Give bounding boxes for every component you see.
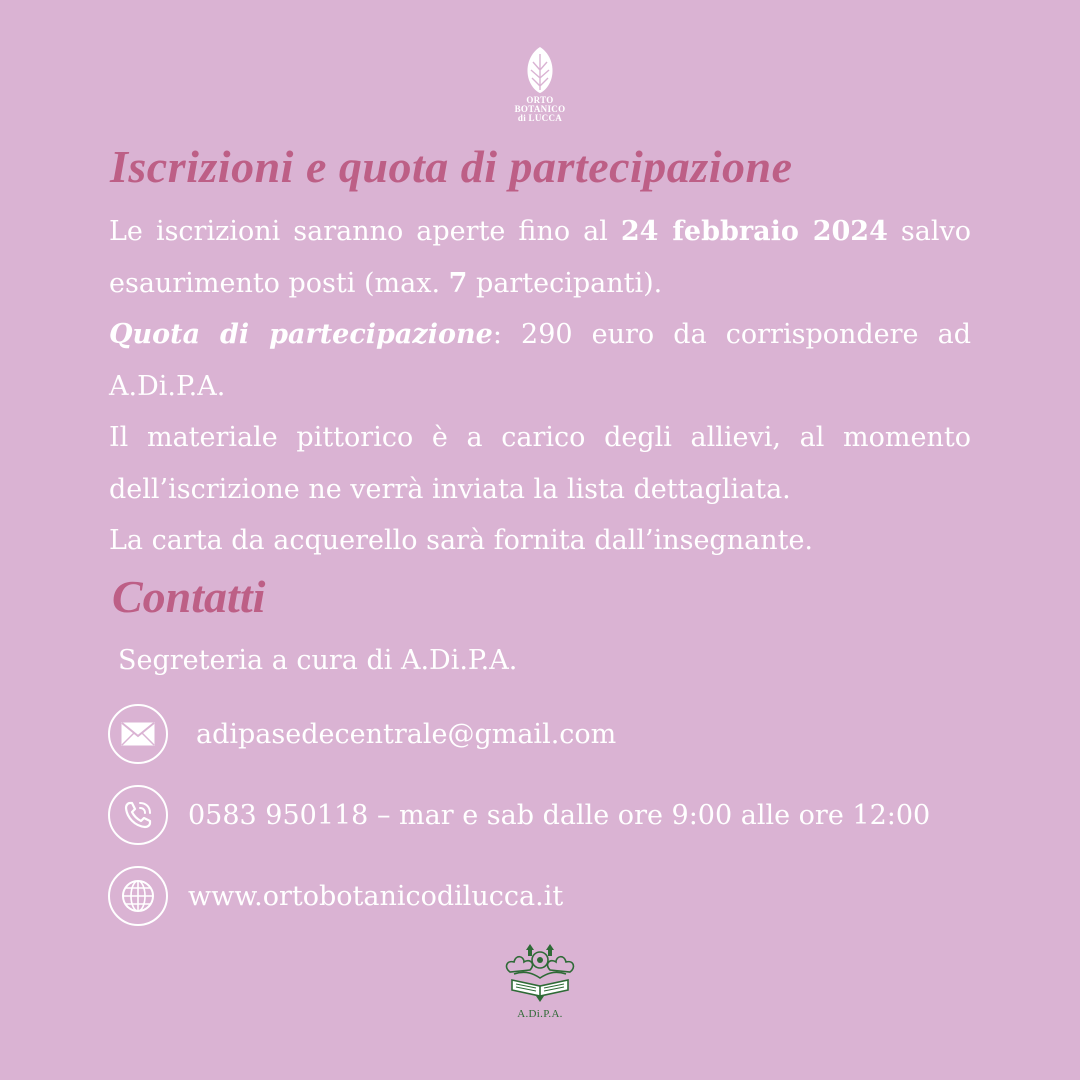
logo-line-2: BOTANICO	[514, 104, 566, 114]
fee-label: Quota di partecipazione	[109, 319, 493, 350]
registration-body	[109, 206, 971, 567]
website-url[interactable]: www.ortobotanicodilucca.it	[188, 880, 564, 912]
materials-paragraph: Il materiale pittorico è a carico degli allievi, al momento dell’iscrizione ne verrà inviata la lista dettagliata.	[109, 422, 971, 505]
logo-line-1: ORTO	[526, 95, 554, 105]
contacts-title: Contatti	[112, 571, 266, 622]
availability-text: salvo esaurimento posti (max.	[109, 216, 971, 299]
phone-icon	[108, 785, 168, 845]
participants-text: partecipanti).	[467, 267, 663, 299]
fee-paragraph	[109, 309, 971, 412]
orto-botanico-logo	[500, 46, 580, 123]
registration-deadline-paragraph	[109, 206, 971, 309]
contacts-subtitle: Segreteria a cura di A.Di.P.A.	[118, 645, 518, 676]
paper-paragraph: La carta da acquerello sarà fornita dall’insegnante.	[109, 525, 814, 556]
adipa-caption: A.Di.P.A.	[517, 1008, 563, 1020]
contact-phone[interactable]	[108, 783, 930, 847]
max-participants: 7	[448, 267, 468, 299]
adipa-emblem-icon	[500, 940, 580, 1004]
envelope-icon	[108, 704, 168, 764]
email-address[interactable]: adipasedecentrale@gmail.com	[196, 718, 617, 750]
phone-number-hours[interactable]: 0583 950118 – mar e sab dalle ore 9:00 alle ore 12:00	[188, 799, 931, 831]
contact-website[interactable]	[108, 864, 563, 928]
deadline-date: 24 febbraio 2024	[620, 216, 888, 247]
globe-icon	[108, 866, 168, 926]
deadline-text: Le iscrizioni saranno aperte fino al	[109, 216, 621, 247]
adipa-logo	[495, 940, 585, 1020]
contact-email[interactable]	[108, 702, 616, 766]
logo-line-3: di LUCCA	[517, 113, 563, 123]
artichoke-leaf-icon	[523, 46, 557, 94]
fee-text: : 290 euro da corrispondere ad A.Di.P.A.	[109, 319, 971, 402]
registration-title: Iscrizioni e quota di partecipazione	[110, 141, 793, 192]
